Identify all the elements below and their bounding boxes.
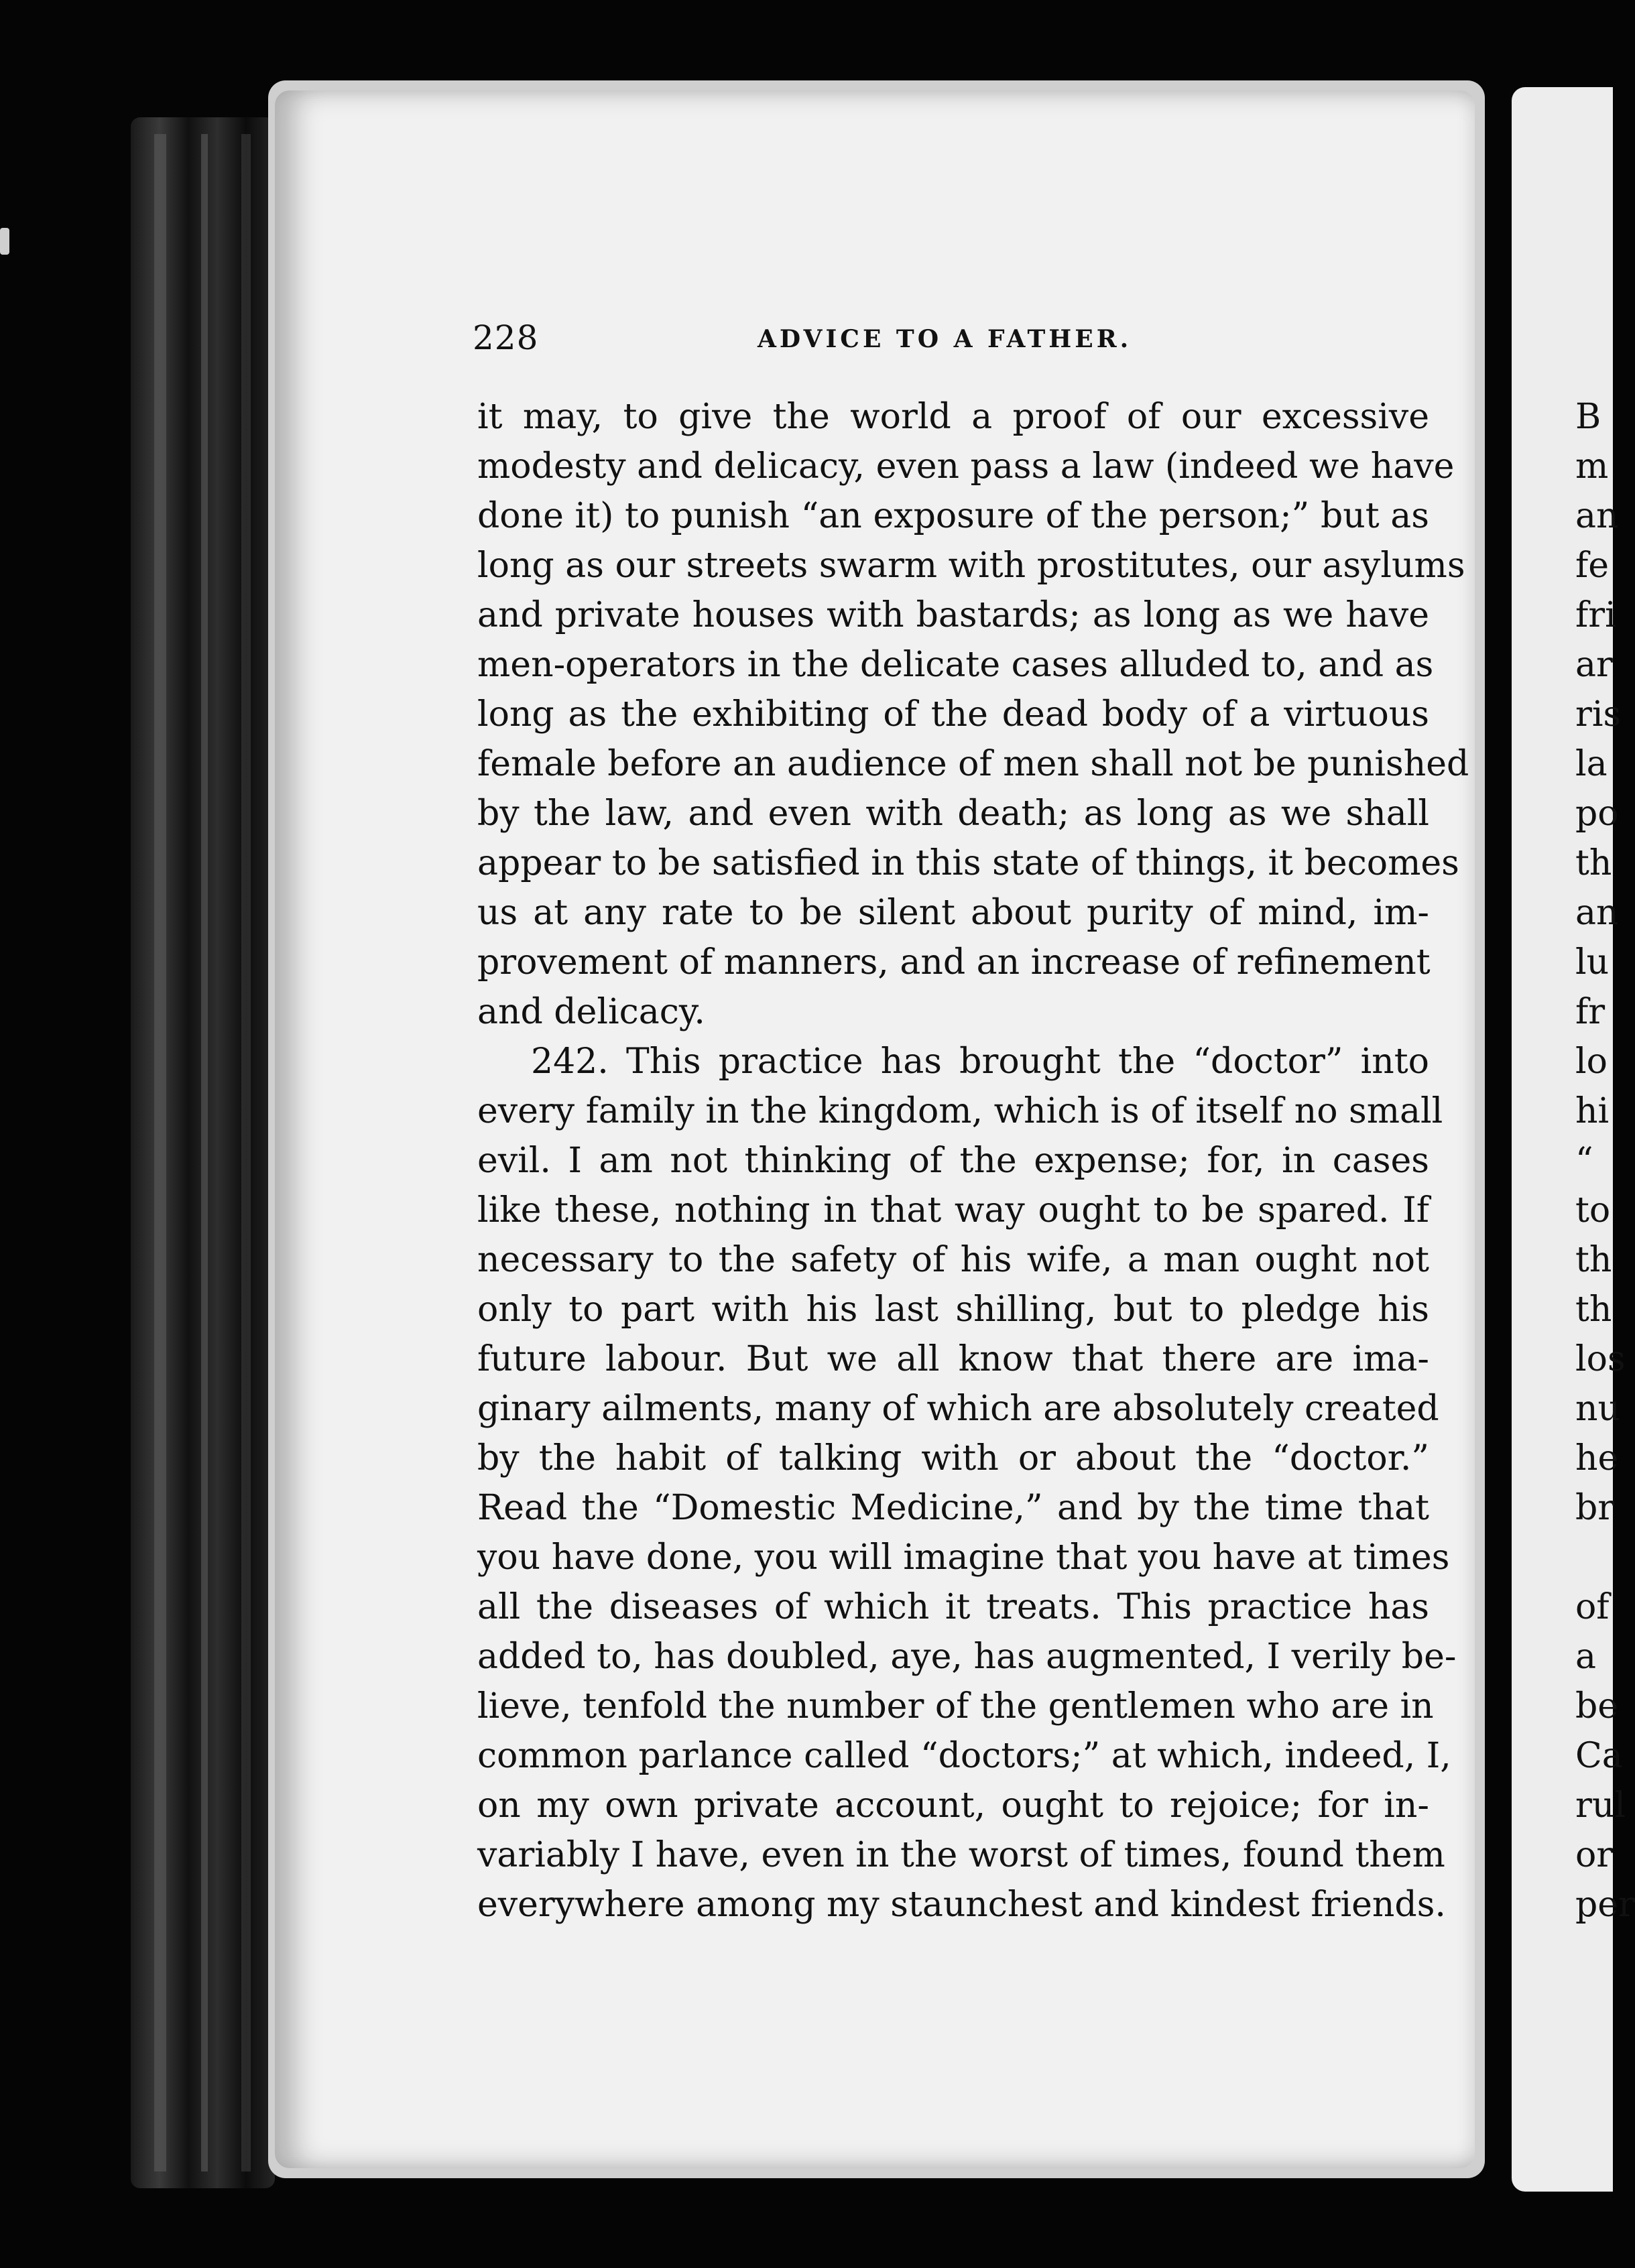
text-line: long as the exhibiting of the dead body of a virtuous	[477, 694, 1429, 735]
facing-fragment: fe	[1575, 546, 1610, 586]
text-line: ginary ailments, many of which are absolutely created	[477, 1389, 1439, 1429]
text-line: appear to be satisfied in this state of things, it becomes	[477, 843, 1459, 883]
facing-fragment: of	[1575, 1587, 1610, 1627]
text-line: lieve, tenfold the number of the gentlemen who are in	[477, 1686, 1434, 1726]
facing-fragment: los	[1575, 1339, 1626, 1379]
facing-fragment: an	[1575, 893, 1619, 933]
text-line: on my own private account, ought to rejoice; for in-	[477, 1785, 1429, 1826]
facing-fragment: m	[1575, 446, 1609, 487]
text-line: evil. I am not thinking of the expense; for, in cases	[477, 1141, 1429, 1181]
facing-fragment	[1575, 1533, 1616, 1582]
text-line: you have done, you will imagine that you have at times	[477, 1537, 1450, 1578]
facing-fragment: Ca	[1575, 1736, 1623, 1776]
facing-fragment: th	[1575, 1289, 1612, 1330]
facing-fragment: lo	[1575, 1042, 1608, 1082]
text-line: Read the “Domestic Medicine,” and by the time that	[477, 1488, 1429, 1528]
facing-fragment: or	[1575, 1835, 1614, 1875]
text-line: us at any rate to be silent about purity of mind, im-	[477, 893, 1429, 933]
scan-edge-mark	[0, 228, 9, 255]
text-line: men-operators in the delicate cases alluded to, and as	[477, 645, 1434, 685]
facing-fragment: br	[1575, 1488, 1615, 1528]
facing-fragment: fri	[1575, 595, 1616, 635]
binding-stripe	[154, 134, 166, 2171]
page-number: 228	[473, 318, 539, 357]
running-header	[473, 318, 1445, 372]
facing-fragment: ar	[1575, 645, 1613, 685]
facing-fragment: lu	[1575, 942, 1610, 983]
facing-fragment: nu	[1575, 1389, 1620, 1429]
facing-fragment: fr	[1575, 992, 1606, 1032]
running-title: ADVICE TO A FATHER.	[758, 325, 1132, 353]
facing-fragment: to	[1575, 1190, 1611, 1231]
facing-fragment: be	[1575, 1686, 1619, 1726]
facing-fragment: per	[1575, 1885, 1635, 1925]
text-line: female before an audience of men shall not be punished	[477, 744, 1469, 784]
text-line: long as our streets swarm with prostitutes, our asylums	[477, 546, 1465, 586]
text-line: all the diseases of which it treats. This practice has	[477, 1587, 1429, 1627]
text-line: future labour. But we all know that there are ima-	[477, 1339, 1429, 1379]
binding-stripe	[201, 134, 208, 2171]
text-line: and private houses with bastards; as long as we have	[477, 595, 1429, 635]
text-line: everywhere among my staunchest and kindest friends.	[477, 1885, 1446, 1925]
text-line: by the habit of talking with or about the “doctor.”	[477, 1438, 1429, 1478]
text-line: provement of manners, and an increase of refinement	[477, 942, 1431, 983]
text-line: only to part with his last shilling, but to pledge his	[477, 1289, 1429, 1330]
text-line: by the law, and even with death; as long as we shall	[477, 794, 1429, 834]
text-line: done it) to punish “an exposure of the person;” but as	[477, 496, 1429, 536]
text-line: common parlance called “doctors;” at which, indeed, I,	[477, 1736, 1451, 1776]
facing-fragment: B	[1575, 397, 1601, 437]
facing-fragment: po	[1575, 794, 1619, 834]
facing-fragment: la	[1575, 744, 1608, 784]
facing-fragment: rul	[1575, 1785, 1626, 1826]
text-line: like these, nothing in that way ought to be spared. If	[477, 1190, 1429, 1231]
facing-fragment: an	[1575, 496, 1619, 536]
text-line: added to, has doubled, aye, has augmented, I verily be-	[477, 1637, 1457, 1677]
facing-fragment: hi	[1575, 1091, 1610, 1131]
text-line: every family in the kingdom, which is of itself no small	[477, 1091, 1443, 1131]
page-body-text	[477, 392, 1469, 1930]
paragraph-start-line: 242. This practice has brought the “doctor” into	[531, 1042, 1429, 1082]
facing-fragment: ris	[1575, 694, 1622, 735]
facing-fragment: th	[1575, 843, 1612, 883]
text-line: variably I have, even in the worst of times, found them	[477, 1835, 1445, 1875]
text-line: and delicacy.	[477, 992, 705, 1032]
facing-fragment: he	[1575, 1438, 1619, 1478]
facing-fragment: “	[1575, 1141, 1593, 1181]
text-line: modesty and delicacy, even pass a law (indeed we have	[477, 446, 1455, 487]
facing-page-text	[1575, 392, 1635, 1930]
binding-stripe	[241, 134, 251, 2171]
facing-fragment: th	[1575, 1240, 1612, 1280]
text-line: necessary to the safety of his wife, a man ought not	[477, 1240, 1429, 1280]
facing-fragment: a	[1575, 1637, 1597, 1677]
text-line: it may, to give the world a proof of our excessive	[477, 397, 1429, 437]
